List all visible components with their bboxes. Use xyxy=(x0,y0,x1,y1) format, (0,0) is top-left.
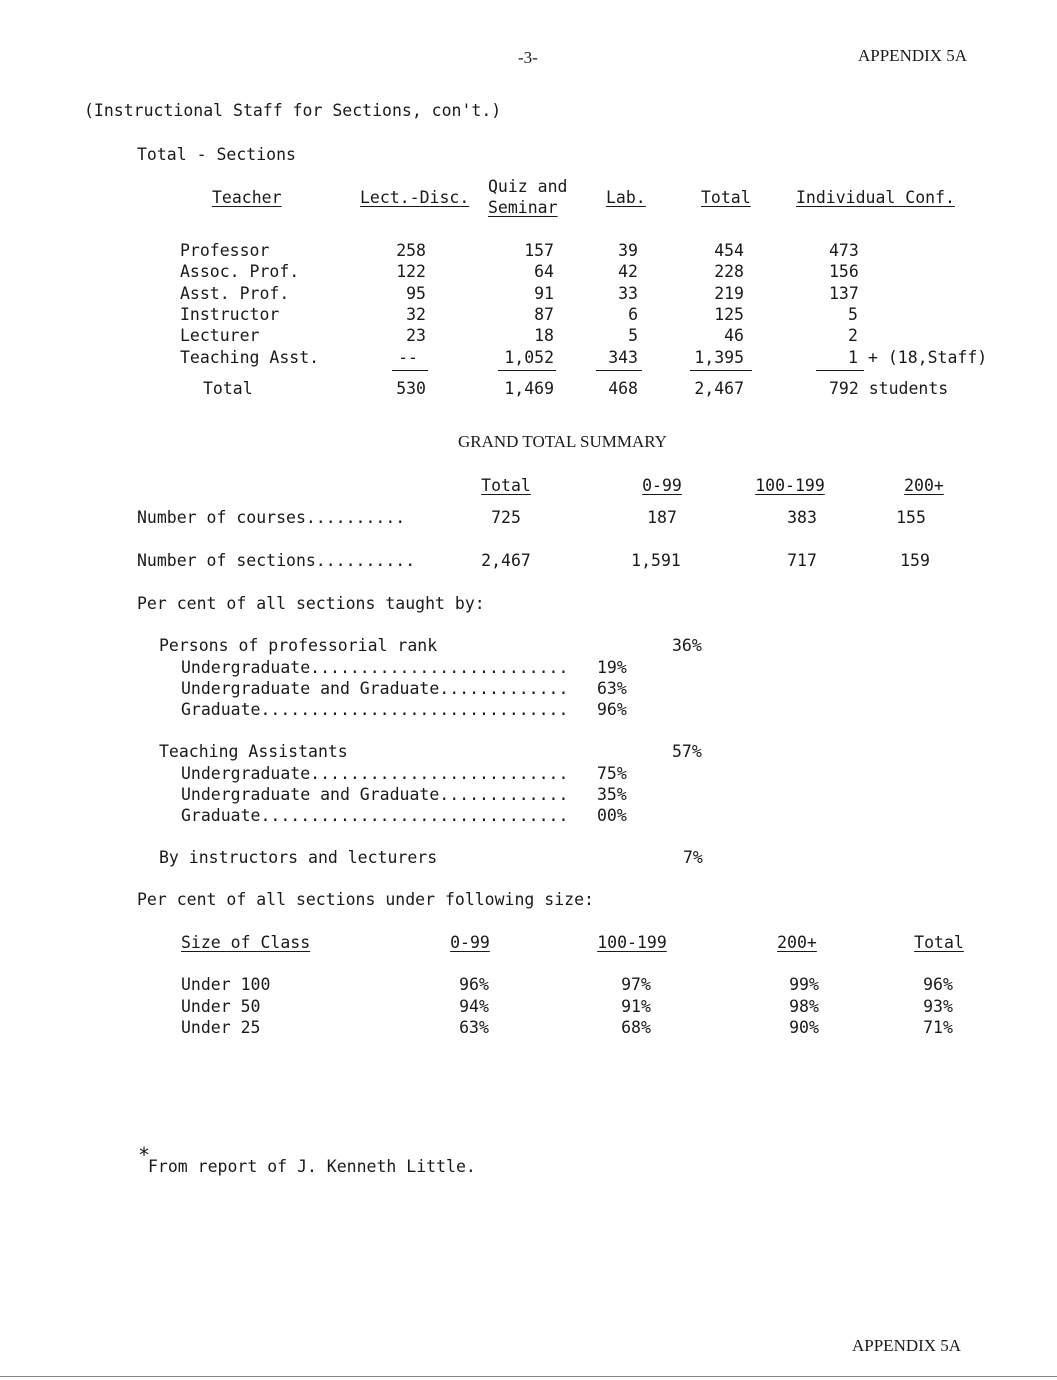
size-table-title: Per cent of all sections under following size: xyxy=(137,890,594,909)
footer-appendix-label: APPENDIX 5A xyxy=(852,1336,962,1355)
group-item-value: 35% xyxy=(597,785,627,804)
grand-row-value: 2,467 xyxy=(481,551,531,570)
sections-table-title: Total - Sections xyxy=(137,145,296,164)
footnote-text: From report of J. Kenneth Little. xyxy=(148,1157,476,1176)
row-total: 219 xyxy=(714,284,744,303)
row-quiz: 87 xyxy=(534,305,554,324)
size-header-class: Size of Class xyxy=(181,933,311,952)
size-row-value: 94% xyxy=(459,997,489,1016)
group-label: By instructors and lecturers xyxy=(159,848,438,867)
grand-total-title: GRAND TOTAL SUMMARY xyxy=(458,432,667,451)
grand-header-0-99: 0-99 xyxy=(642,476,682,495)
sum-rule-lect xyxy=(392,370,428,371)
grand-header-200-plus: 200+ xyxy=(904,476,944,495)
total-row-lab: 468 xyxy=(608,379,638,398)
size-row-label: Under 100 xyxy=(181,975,271,994)
size-row-value: 91% xyxy=(621,997,651,1016)
total-row-conf: 792 students xyxy=(829,379,949,398)
grand-row-value: 717 xyxy=(787,551,817,570)
row-lect: 32 xyxy=(406,305,426,324)
group-item-value: 00% xyxy=(597,806,627,825)
size-row-value: 96% xyxy=(923,975,953,994)
group-item-label: Graduate............................... xyxy=(181,806,569,825)
size-row-value: 99% xyxy=(789,975,819,994)
grand-row-label: Number of courses.......... xyxy=(137,508,406,527)
row-lab: 6 xyxy=(628,305,638,324)
header-quiz-line1: Quiz and xyxy=(488,177,568,196)
row-conf: 2 xyxy=(848,326,858,345)
total-row-label: Total xyxy=(203,379,253,398)
header-teacher: Teacher xyxy=(212,188,282,207)
appendix-label: APPENDIX 5A xyxy=(858,46,968,65)
row-quiz: 91 xyxy=(534,284,554,303)
header-lect-disc: Lect.-Disc. xyxy=(360,188,470,207)
grand-row-value: 159 xyxy=(900,551,930,570)
row-teacher: Professor xyxy=(180,241,270,260)
row-quiz: 64 xyxy=(534,262,554,281)
row-conf: 156 xyxy=(829,262,859,281)
grand-row-value: 155 xyxy=(896,508,926,527)
row-total: 454 xyxy=(714,241,744,260)
row-teacher: Teaching Asst. xyxy=(180,348,320,367)
group-label: Persons of professorial rank xyxy=(159,636,438,655)
group-item-label: Undergraduate.......................... xyxy=(181,764,569,783)
row-lect: 95 xyxy=(406,284,426,303)
row-total: 125 xyxy=(714,305,744,324)
size-header-total: Total xyxy=(914,933,964,952)
header-individual-conf: Individual Conf. xyxy=(796,188,955,207)
grand-header-100-199: 100-199 xyxy=(755,476,825,495)
size-row-value: 98% xyxy=(789,997,819,1016)
row-conf: 137 xyxy=(829,284,859,303)
row-conf: 5 xyxy=(848,305,858,324)
total-row-lect: 530 xyxy=(396,379,426,398)
row-lab: 343 xyxy=(608,348,638,367)
size-row-value: 71% xyxy=(923,1018,953,1037)
row-conf: 1 xyxy=(848,348,858,367)
size-row-label: Under 25 xyxy=(181,1018,261,1037)
grand-header-total: Total xyxy=(481,476,531,495)
header-quiz-line2: Seminar xyxy=(488,198,558,217)
group-value: 57% xyxy=(672,742,702,761)
row-teacher: Asst. Prof. xyxy=(180,284,290,303)
total-row-quiz: 1,469 xyxy=(504,379,554,398)
grand-row-label: Number of sections.......... xyxy=(137,551,416,570)
row-teacher: Instructor xyxy=(180,305,280,324)
sum-rule-total xyxy=(690,370,752,371)
group-item-value: 19% xyxy=(597,658,627,677)
size-header-100-199: 100-199 xyxy=(597,933,667,952)
row-total: 1,395 xyxy=(694,348,744,367)
total-row-total: 2,467 xyxy=(694,379,744,398)
group-value: 7% xyxy=(683,848,703,867)
size-row-value: 63% xyxy=(459,1018,489,1037)
row-lab: 5 xyxy=(628,326,638,345)
group-item-label: Undergraduate and Graduate............. xyxy=(181,785,569,804)
subtitle: (Instructional Staff for Sections, con't.) xyxy=(84,101,502,120)
group-item-label: Undergraduate.......................... xyxy=(181,658,569,677)
row-lab: 42 xyxy=(618,262,638,281)
row-conf: 473 xyxy=(829,241,859,260)
row-lect: -- xyxy=(398,348,418,367)
footnote-marker: * xyxy=(138,1143,151,1167)
sum-rule-lab xyxy=(596,370,642,371)
row-lab: 39 xyxy=(618,241,638,260)
row-lect: 258 xyxy=(396,241,426,260)
row-teacher: Assoc. Prof. xyxy=(180,262,300,281)
row-total: 228 xyxy=(714,262,744,281)
row-teacher: Lecturer xyxy=(180,326,260,345)
row-lect: 23 xyxy=(406,326,426,345)
row-quiz: 18 xyxy=(534,326,554,345)
group-item-label: Graduate............................... xyxy=(181,700,569,719)
row-quiz: 1,052 xyxy=(504,348,554,367)
size-header-0-99: 0-99 xyxy=(450,933,490,952)
group-item-value: 96% xyxy=(597,700,627,719)
row-lect: 122 xyxy=(396,262,426,281)
group-label: Teaching Assistants xyxy=(159,742,348,761)
group-item-value: 63% xyxy=(597,679,627,698)
sum-rule-quiz xyxy=(498,370,556,371)
size-row-label: Under 50 xyxy=(181,997,261,1016)
percent-taught-title: Per cent of all sections taught by: xyxy=(137,594,485,613)
size-row-value: 97% xyxy=(621,975,651,994)
grand-row-value: 725 xyxy=(491,508,521,527)
page-number: -3- xyxy=(518,48,538,67)
size-header-200-plus: 200+ xyxy=(777,933,817,952)
scan-edge-line xyxy=(0,1376,1057,1377)
sum-rule-conf xyxy=(816,370,864,371)
grand-row-value: 383 xyxy=(787,508,817,527)
size-row-value: 90% xyxy=(789,1018,819,1037)
group-item-label: Undergraduate and Graduate............. xyxy=(181,679,569,698)
size-row-value: 96% xyxy=(459,975,489,994)
size-row-value: 68% xyxy=(621,1018,651,1037)
row-total: 46 xyxy=(724,326,744,345)
header-total: Total xyxy=(701,188,751,207)
row-quiz: 157 xyxy=(524,241,554,260)
size-row-value: 93% xyxy=(923,997,953,1016)
group-item-value: 75% xyxy=(597,764,627,783)
group-value: 36% xyxy=(672,636,702,655)
grand-row-value: 187 xyxy=(647,508,677,527)
grand-row-value: 1,591 xyxy=(631,551,681,570)
row-lab: 33 xyxy=(618,284,638,303)
header-lab: Lab. xyxy=(606,188,646,207)
row-conf-note: + (18,Staff) xyxy=(868,348,988,367)
